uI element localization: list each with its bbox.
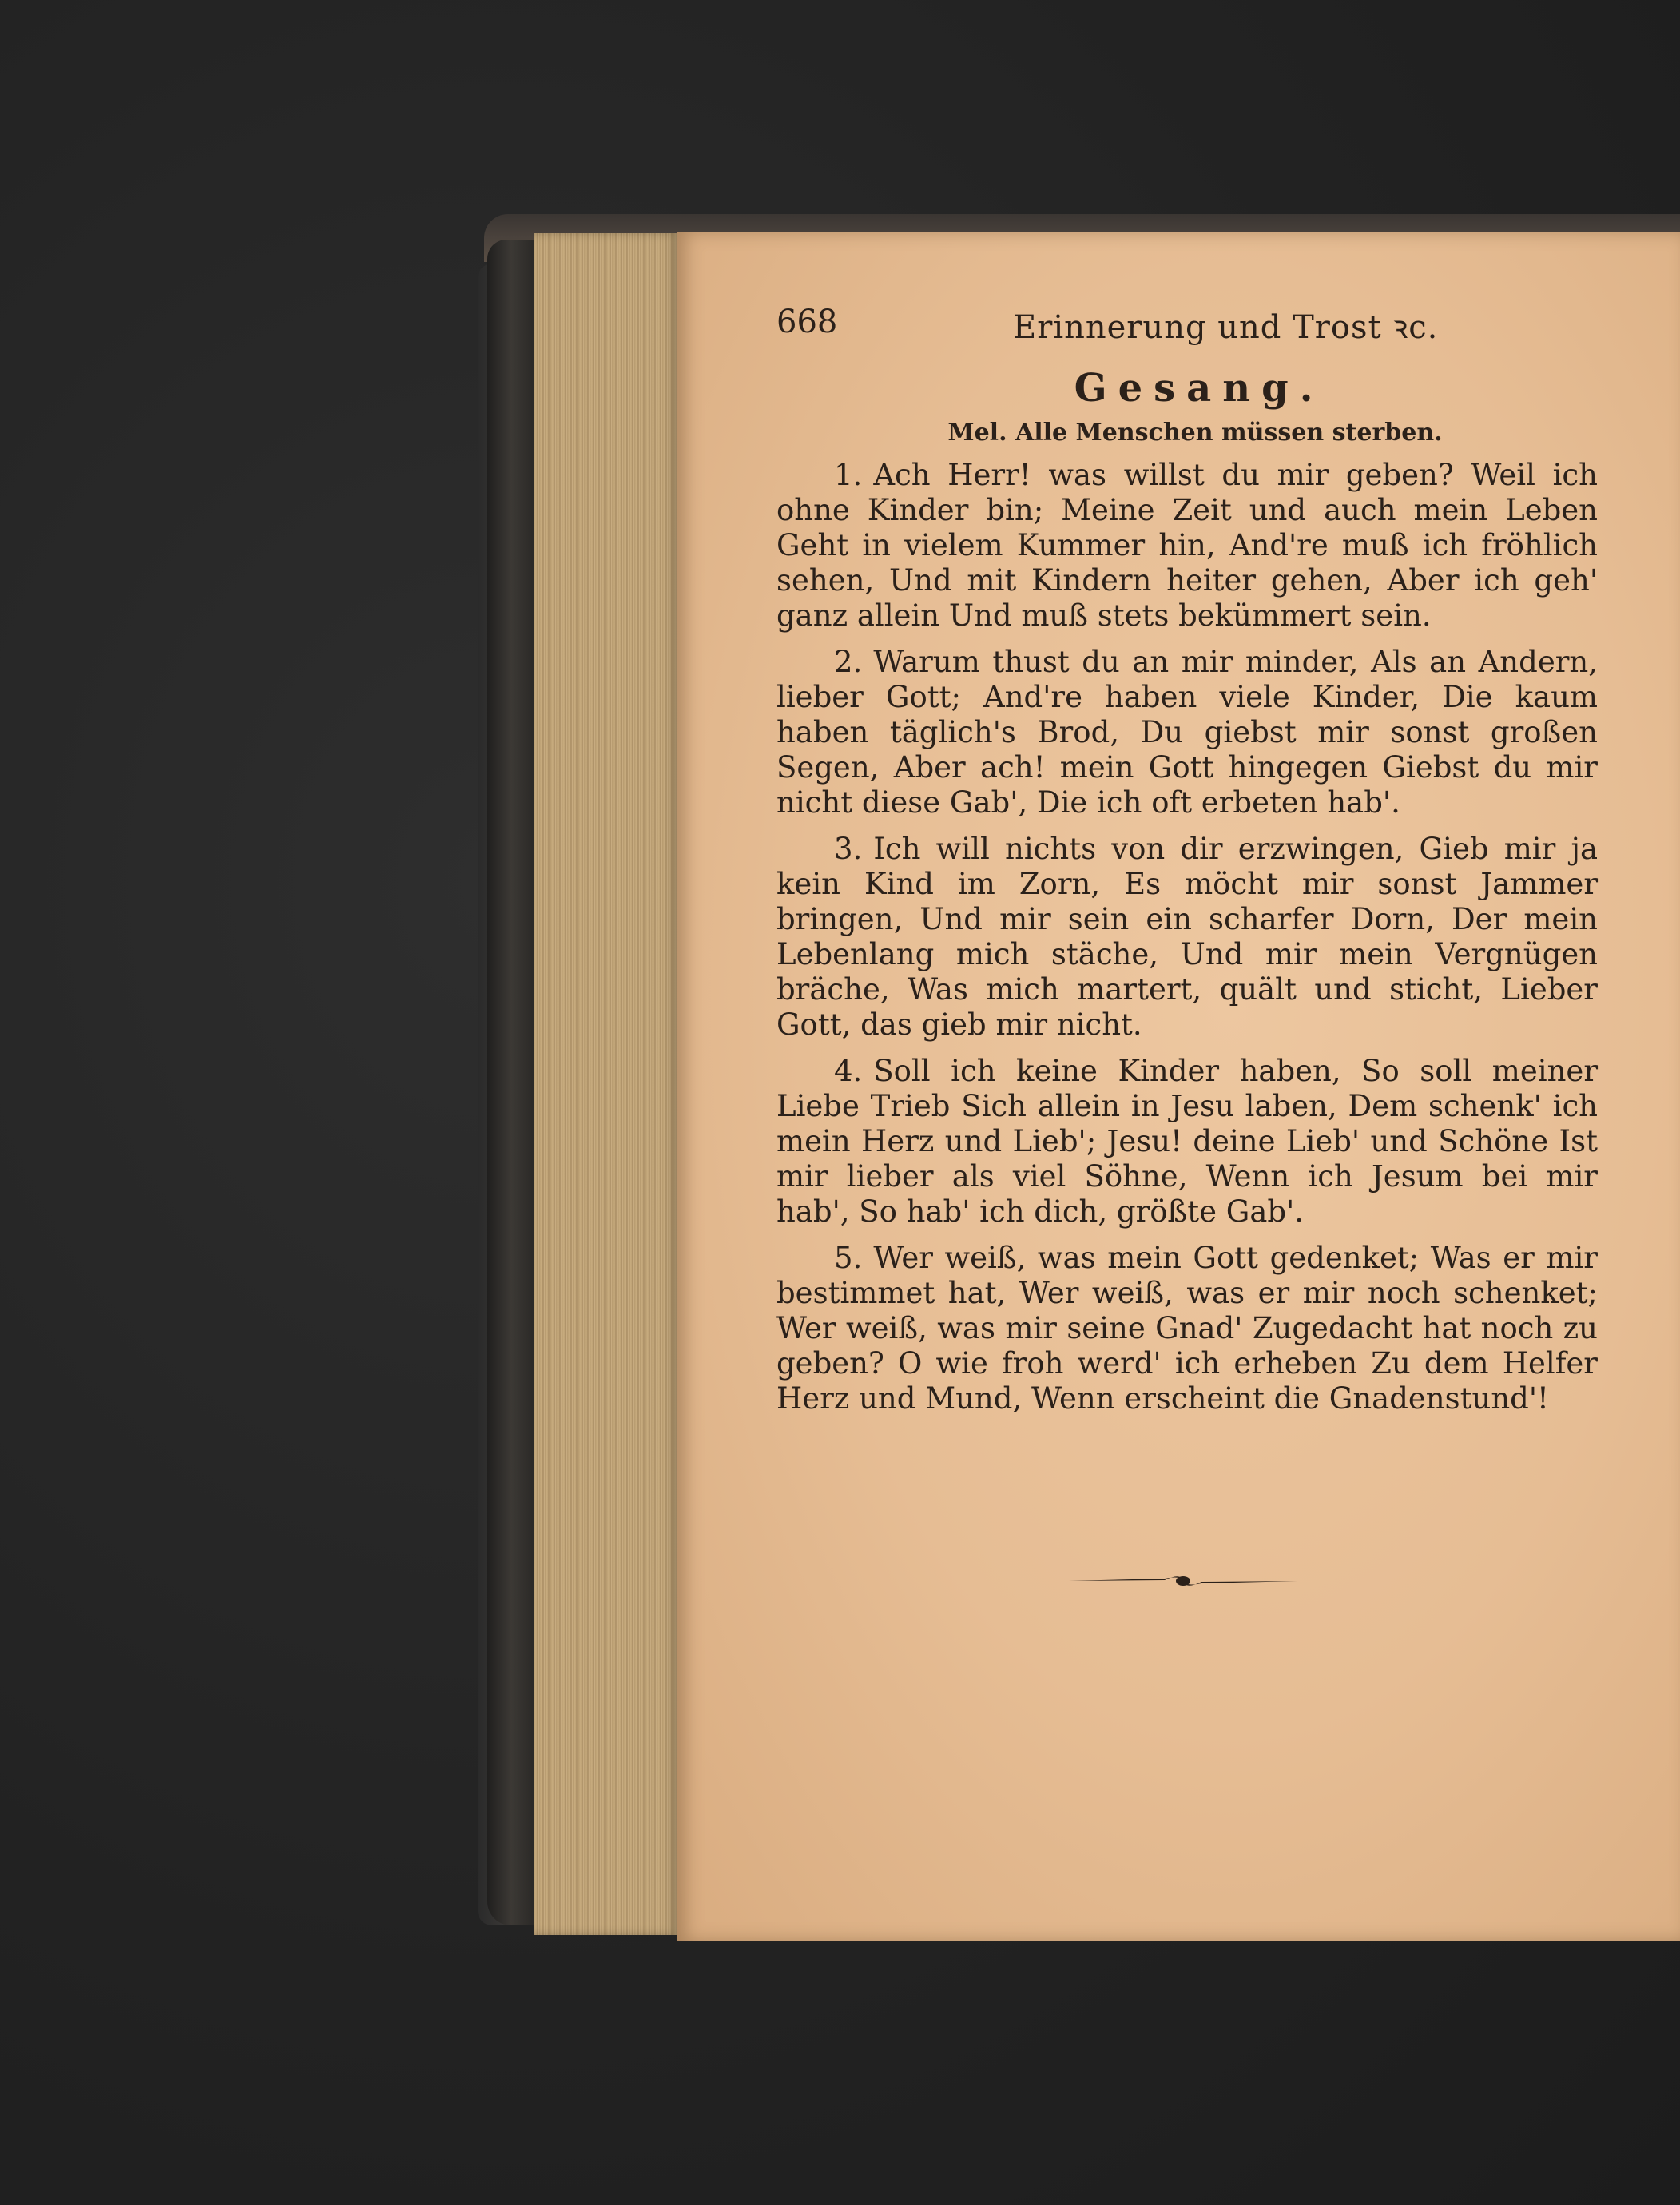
stanza-text: Ich will nichts von dir erzwingen, Gieb mir ja kein Kind im Zorn, Es möcht mir sonst Jammer bringen, Und mir sein ein scharfer Dorn, Der mein Lebenlang mich stäche, Und mir mein Vergnügen bräche, Was mich martert, quält und sticht, Lieber Gott, das gieb mir nicht. [776,832,1598,1042]
stanza-text: Soll ich keine Kinder haben, So soll meiner Liebe Trieb Sich allein in Jesu laben, Dem schenk' ich mein Herz und Lieb'; Jesu! deine Lieb' und Schöne Ist mir lieber als viel Söhne, Wenn ich Jesum bei mir hab', So hab' ich dich, größte Gab'. [776,1054,1598,1229]
end-ornament-icon [1069,1571,1297,1591]
stanza-number: 3. [834,832,863,866]
stanza-number: 1. [834,458,863,492]
stanza-4 [776,1054,1598,1230]
page-number: 668 [776,304,838,340]
stanza-2 [776,645,1598,820]
hymn-title: Gesang. [1074,366,1325,411]
stanza-1 [776,458,1598,634]
stanza-text: Warum thust du an mir minder, Als an Andern, lieber Gott; And're haben viele Kinder, Die kaum haben täglich's Brod, Du giebst mir sonst großen Segen, Aber ach! mein Gott hingegen Giebst du mir nicht diese Gab', Die ich oft erbeten hab'. [776,645,1598,820]
page-edges [534,233,679,1935]
stanza-3 [776,832,1598,1043]
stanza-5 [776,1241,1598,1416]
melody-line: Mel. Alle Menschen müssen sterben. [947,419,1443,447]
stanza-number: 2. [834,645,863,679]
running-head [776,304,1598,352]
running-head-title: Erinnerung und Trost ꝛc. [1013,309,1439,346]
page-text [776,304,1598,1416]
book-spine [487,240,535,1925]
stanza-text: Wer weiß, was mein Gott gedenket; Was er mir bestimmet hat, Wer weiß, was er mir noch schenket; Wer weiß, was mir seine Gnad' Zugedacht hat noch zu geben? O wie froh werd' ich erheben Zu dem Helfer Herz und Mund, Wenn erscheint die Gnadenstund'! [776,1241,1598,1416]
stanza-number: 5. [834,1241,863,1275]
stanza-text: Ach Herr! was willst du mir geben? Weil ich ohne Kinder bin; Meine Zeit und auch mein Leben Geht in vielem Kummer hin, And're muß ich fröhlich sehen, Und mit Kindern heiter gehen, Aber ich geh' ganz allein Und muß stets bekümmert sein. [776,458,1598,633]
stanza-number: 4. [834,1054,863,1088]
